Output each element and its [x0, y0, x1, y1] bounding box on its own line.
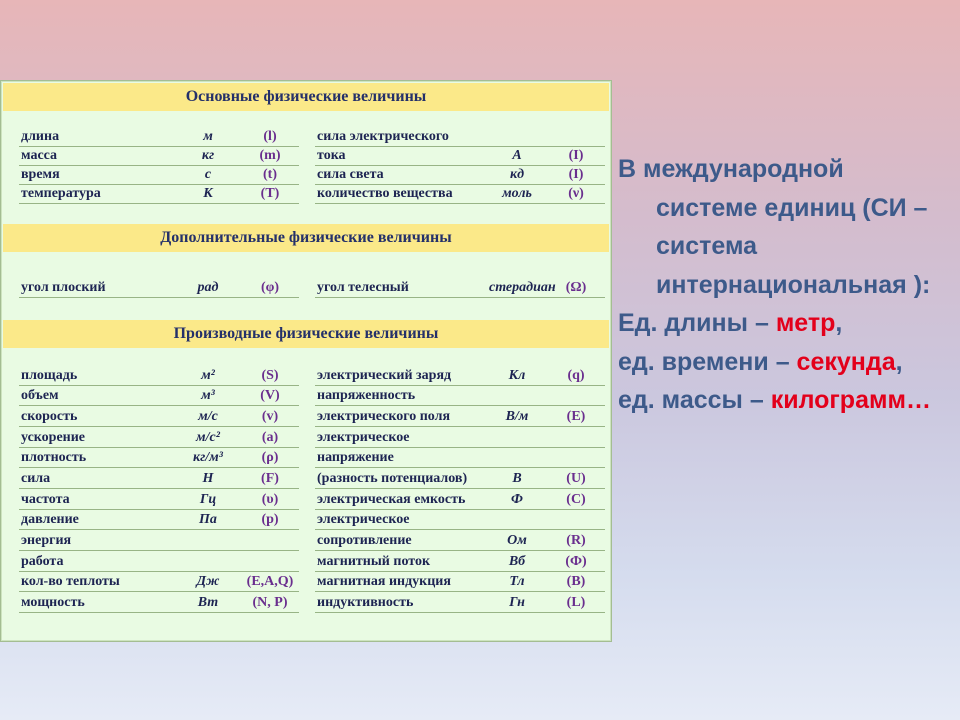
unit-symbol: К: [203, 186, 213, 201]
quantity-symbol: (ν): [568, 186, 584, 201]
table-row: [1, 448, 611, 468]
quantity-name: сопротивление: [317, 533, 412, 548]
unit-symbol: Ф: [511, 492, 523, 507]
unit-symbol: м: [203, 129, 213, 144]
row-divider: [315, 405, 605, 406]
quantity-symbol: (φ): [260, 280, 280, 295]
row-divider: [315, 591, 605, 592]
unit-symbol: Гн: [509, 595, 525, 610]
length-label: Ед. длины –: [618, 309, 776, 337]
row-divider: [19, 591, 299, 592]
row-divider: [19, 297, 299, 298]
quantity-symbol: (v): [261, 409, 279, 424]
si-units-table: [0, 80, 612, 642]
quantity-name: площадь: [21, 368, 78, 383]
unit-symbol: Вб: [508, 554, 526, 569]
unit-symbol: м/с²: [196, 430, 220, 445]
quantity-symbol: (U): [566, 471, 586, 486]
table-row: [1, 469, 611, 489]
quantity-name: (разность потенциалов): [317, 471, 468, 486]
quantity-name: напряженность: [317, 388, 416, 403]
quantity-name: время: [21, 167, 60, 182]
quantity-symbol: (L): [566, 595, 586, 610]
quantity-name: частота: [21, 492, 70, 507]
table-row: [1, 490, 611, 510]
quantity-name: напряжение: [317, 450, 394, 465]
row-divider: [315, 529, 605, 530]
quantity-name: магнитная индукция: [317, 574, 451, 589]
table-row: [1, 510, 611, 530]
quantity-name: плотность: [21, 450, 87, 465]
table-row: [1, 165, 611, 185]
row-divider: [19, 529, 299, 530]
quantity-name: ускорение: [21, 430, 86, 445]
mass-unit: килограмм…: [770, 386, 931, 414]
quantity-name: электрического поля: [317, 409, 451, 424]
quantity-symbol: (p): [261, 512, 279, 527]
unit-symbol: м³: [201, 388, 215, 403]
quantity-name: угол плоский: [21, 280, 106, 295]
quantity-name: кол-во теплоты: [21, 574, 120, 589]
unit-symbol: Ом: [507, 533, 527, 548]
quantity-symbol: (V): [260, 388, 280, 403]
table-row: [1, 552, 611, 572]
section-title-basic: Основные физические величины: [3, 83, 609, 111]
quantity-name: температура: [21, 186, 101, 201]
mass-unit-paragraph: [618, 381, 948, 420]
unit-symbol: Вт: [197, 595, 219, 610]
length-unit: метр: [775, 309, 836, 337]
table-row: [1, 278, 611, 298]
table-row: [1, 572, 611, 592]
section-title-derived: Производные физические величины: [3, 320, 609, 348]
row-divider: [19, 467, 299, 468]
unit-symbol: Тл: [509, 574, 525, 589]
quantity-symbol: (l): [263, 129, 277, 144]
quantity-symbol: (υ): [261, 492, 279, 507]
quantity-symbol: (N, P): [252, 595, 288, 610]
quantity-symbol: (Ω): [565, 280, 587, 295]
quantity-name: электрический заряд: [317, 368, 452, 383]
quantity-symbol: (Т): [260, 186, 280, 201]
unit-symbol: кг: [201, 148, 215, 163]
quantity-name: работа: [21, 554, 64, 569]
table-row: [1, 127, 611, 147]
unit-symbol: Кл: [508, 368, 526, 383]
quantity-symbol: (R): [566, 533, 586, 548]
row-divider: [315, 297, 605, 298]
unit-symbol: м²: [201, 368, 215, 383]
row-divider: [19, 612, 299, 613]
row-divider: [315, 550, 605, 551]
unit-symbol: моль: [502, 186, 532, 201]
row-divider: [19, 488, 299, 489]
quantity-name: мощность: [21, 595, 85, 610]
quantity-symbol: (E,A,Q): [246, 574, 294, 589]
length-unit-paragraph: [618, 304, 948, 343]
quantity-symbol: (B): [566, 574, 586, 589]
unit-symbol: Па: [199, 512, 217, 527]
quantity-name: сила электрического: [317, 129, 449, 144]
quantity-symbol: (ρ): [261, 450, 279, 465]
time-unit-paragraph: [618, 343, 948, 382]
quantity-name: объем: [21, 388, 59, 403]
quantity-name: сила: [21, 471, 51, 486]
si-intro-paragraph: В международной системе единиц (СИ – система интернациональная ):: [618, 155, 931, 299]
quantity-symbol: (m): [259, 148, 281, 163]
row-divider: [19, 426, 299, 427]
unit-symbol: стерадиан: [489, 280, 556, 295]
table-row: [1, 428, 611, 448]
unit-symbol: Гц: [199, 492, 217, 507]
unit-symbol: В: [512, 471, 522, 486]
quantity-name: электрическая емкость: [317, 492, 466, 507]
quantity-name: энергия: [21, 533, 72, 548]
quantity-symbol: (S): [261, 368, 279, 383]
quantity-name: индуктивность: [317, 595, 414, 610]
unit-symbol: А: [512, 148, 522, 163]
quantity-symbol: (a): [261, 430, 279, 445]
quantity-name: электрическое: [317, 430, 410, 445]
quantity-symbol: (Ф): [565, 554, 587, 569]
quantity-name: сила света: [317, 167, 384, 182]
time-unit: секунда: [796, 347, 896, 376]
unit-symbol: кг/м³: [193, 450, 223, 465]
time-comma: ,: [895, 347, 903, 376]
quantity-name: масса: [21, 148, 58, 163]
quantity-symbol: (q): [567, 368, 585, 383]
table-row: [1, 146, 611, 166]
unit-symbol: рад: [197, 280, 219, 295]
row-divider: [315, 467, 605, 468]
unit-symbol: с: [204, 167, 212, 182]
table-row: [1, 386, 611, 406]
quantity-name: угол телесный: [317, 280, 409, 295]
table-row: [1, 366, 611, 386]
quantity-symbol: (I): [568, 148, 584, 163]
time-label: ед. времени –: [618, 347, 797, 376]
unit-symbol: В/м: [505, 409, 529, 424]
row-divider: [315, 612, 605, 613]
table-row: [1, 184, 611, 204]
si-description: [618, 150, 948, 420]
unit-symbol: м/с: [198, 409, 218, 424]
row-divider: [315, 203, 605, 204]
quantity-symbol: (C): [566, 492, 586, 507]
quantity-symbol: (F): [261, 471, 279, 486]
row-divider: [19, 405, 299, 406]
quantity-symbol: (I): [568, 167, 584, 182]
table-row: [1, 531, 611, 551]
row-divider: [19, 550, 299, 551]
section-title-additional: Дополнительные физические величины: [3, 224, 609, 252]
length-comma: ,: [835, 309, 843, 337]
unit-symbol: Дж: [196, 574, 220, 589]
table-row: [1, 593, 611, 613]
quantity-name: электрическое: [317, 512, 410, 527]
unit-symbol: Н: [202, 471, 214, 486]
row-divider: [19, 203, 299, 204]
quantity-name: количество вещества: [317, 186, 453, 201]
quantity-name: давление: [21, 512, 79, 527]
quantity-name: скорость: [21, 409, 78, 424]
unit-symbol: кд: [509, 167, 525, 182]
quantity-name: тока: [317, 148, 346, 163]
row-divider: [315, 488, 605, 489]
table-row: [1, 407, 611, 427]
quantity-name: магнитный поток: [317, 554, 431, 569]
mass-label: ед. массы –: [618, 386, 771, 414]
row-divider: [315, 426, 605, 427]
quantity-name: длина: [21, 129, 60, 144]
quantity-symbol: (t): [263, 167, 277, 182]
quantity-symbol: (E): [566, 409, 586, 424]
